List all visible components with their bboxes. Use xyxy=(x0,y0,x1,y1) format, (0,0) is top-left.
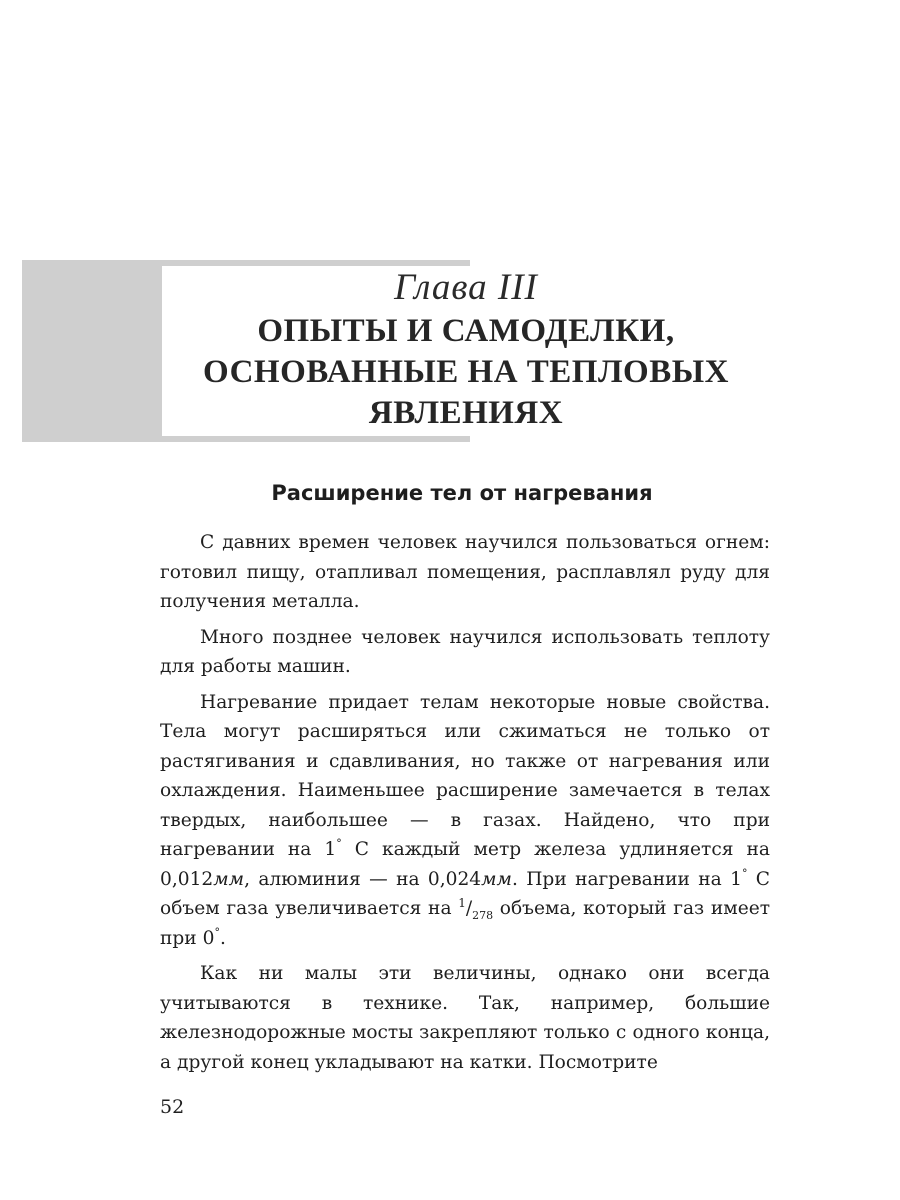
degree-sign: ° xyxy=(336,837,342,850)
text-run: C каждый метр железа удлиняется на 0,012 xyxy=(160,839,770,890)
paragraph: С давних времен человек научился пользоваться огнем: готовил пищу, отапливал помещения, расплавлял руду для получения металла. xyxy=(160,532,770,612)
degree-sign: ° xyxy=(741,866,748,880)
fraction-slash: / xyxy=(465,898,473,919)
chapter-title-line: ОПЫТЫ И САМОДЕЛКИ, xyxy=(257,313,675,349)
text-run: . При нагревании на 1 xyxy=(511,868,742,890)
body-text xyxy=(160,528,770,1083)
page-number: 52 xyxy=(160,1096,185,1118)
chapter-label: Глава III xyxy=(394,267,538,308)
text-run: , алюминия — на 0,024 xyxy=(244,868,482,890)
paragraph: Много позднее человек научился использовать теплоту для работы машин. xyxy=(160,626,770,677)
text-run: Нагревание придает телам некоторые новые свойства. Тела могут расширяться или сжиматься не только от растягивания и сдавливания, но также от нагревания или охлаждения. Наименьшее расширение замечается в телах твердых, наибольшее — в газах. Найдено, что при нагревании на 1 xyxy=(160,691,770,860)
paragraph: Как ни малы эти величины, однако они всегда учитываются в технике. Так, например, большие железнодорожные мосты закрепляют только с одного конца, а другой конец укладывают на катки. Посмотрите xyxy=(160,963,770,1073)
unit-text: мм xyxy=(213,868,245,890)
degree-sign: ° xyxy=(214,925,220,939)
paragraph xyxy=(160,688,770,954)
text-run: объема, который газ имеет при 0 xyxy=(160,898,770,949)
section-title: Расширение тел от нагревания xyxy=(271,481,653,505)
unit-text: мм xyxy=(481,868,512,890)
fraction-denominator: 278 xyxy=(472,909,494,922)
text-run: C объем газа увеличивается на xyxy=(160,868,771,919)
chapter-title-line: ЯВЛЕНИЯХ xyxy=(368,395,564,431)
text-run: . xyxy=(219,927,226,949)
chapter-title-line: ОСНОВАННЫЕ НА ТЕПЛОВЫХ xyxy=(203,354,729,390)
chapter-title xyxy=(162,311,770,434)
fraction-numerator: 1 xyxy=(458,896,466,910)
